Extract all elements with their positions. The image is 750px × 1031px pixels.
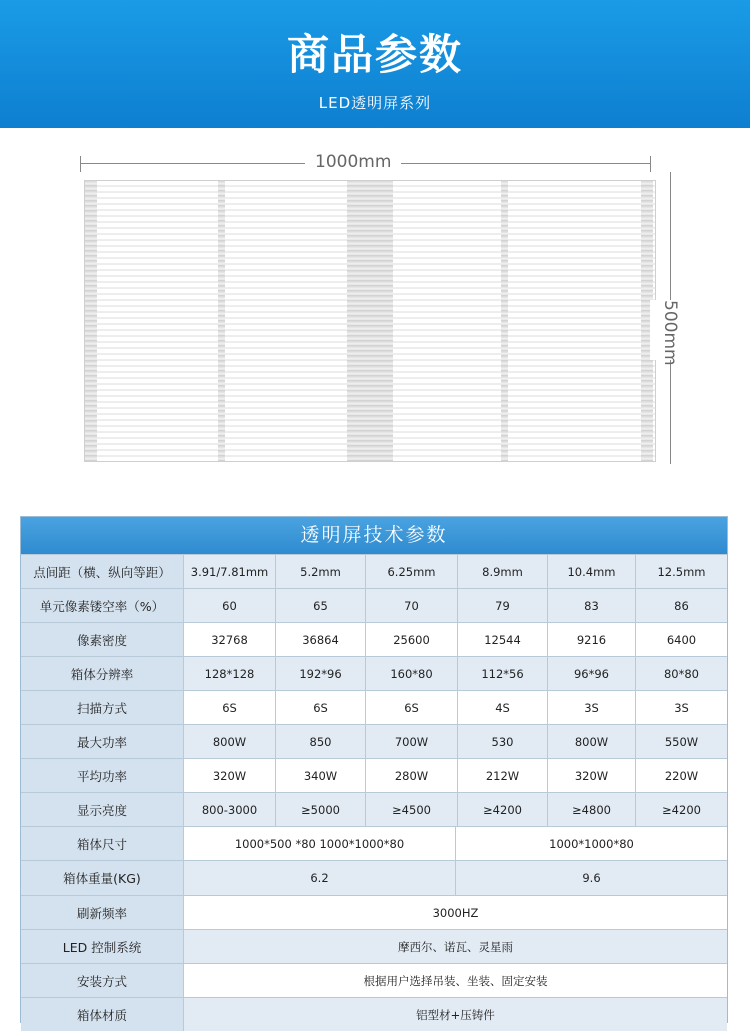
screen-divider-2 [501, 181, 508, 461]
width-dimension-cap-right [650, 156, 651, 172]
table-row [21, 963, 727, 997]
table-cell: 80*80 [635, 657, 727, 690]
table-cell: ≥5000 [275, 793, 365, 826]
table-cell: 112*56 [457, 657, 547, 690]
table-row [21, 554, 727, 588]
table-cell: 96*96 [547, 657, 635, 690]
table-cell: 220W [635, 759, 727, 792]
table-cell: 9216 [547, 623, 635, 656]
table-cell: 83 [547, 589, 635, 622]
table-cell: 25600 [365, 623, 457, 656]
table-cell: 800W [183, 725, 275, 758]
table-cell: 8.9mm [457, 555, 547, 588]
table-cell: 根据用户选择吊装、坐装、固定安装 [183, 964, 727, 997]
table-cell: 3000HZ [183, 896, 727, 929]
header-banner [0, 0, 750, 128]
row-label: LED 控制系统 [21, 930, 183, 963]
table-cell: 700W [365, 725, 457, 758]
table-cell: 6S [365, 691, 457, 724]
table-cell: 3S [635, 691, 727, 724]
table-cell: 192*96 [275, 657, 365, 690]
row-label: 像素密度 [21, 623, 183, 656]
table-cell: 60 [183, 589, 275, 622]
table-cell: ≥4200 [457, 793, 547, 826]
height-dimension-label: 500mm [650, 300, 690, 360]
table-row [21, 588, 727, 622]
table-cell: 800W [547, 725, 635, 758]
table-cell: 530 [457, 725, 547, 758]
table-row [21, 656, 727, 690]
table-cell: 6.25mm [365, 555, 457, 588]
screen-divider-1 [218, 181, 225, 461]
table-cell: 550W [635, 725, 727, 758]
table-cell: 70 [365, 589, 457, 622]
row-label: 显示亮度 [21, 793, 183, 826]
table-cell: 320W [547, 759, 635, 792]
table-row [21, 895, 727, 929]
table-cell: 86 [635, 589, 727, 622]
page-subtitle: LED透明屏系列 [318, 94, 432, 112]
row-label: 箱体重量(KG) [21, 861, 183, 895]
row-label: 最大功率 [21, 725, 183, 758]
table-row [21, 690, 727, 724]
page-title: 商品参数 [286, 30, 463, 79]
table-cell: 6S [183, 691, 275, 724]
table-cell: 280W [365, 759, 457, 792]
table-cell: 3.91/7.81mm [183, 555, 275, 588]
table-cell: 36864 [275, 623, 365, 656]
table-row [21, 929, 727, 963]
table-row [21, 826, 727, 860]
row-label: 刷新频率 [21, 896, 183, 929]
table-cell: 212W [457, 759, 547, 792]
width-dimension-label: 1000mm [305, 152, 401, 172]
row-label: 平均功率 [21, 759, 183, 792]
table-row [21, 792, 727, 826]
table-cell: 4S [457, 691, 547, 724]
table-cell: 12544 [457, 623, 547, 656]
row-label: 单元像素镂空率（%） [21, 589, 183, 622]
table-cell: 79 [457, 589, 547, 622]
table-cell: 340W [275, 759, 365, 792]
table-cell: 32768 [183, 623, 275, 656]
table-cell: 3S [547, 691, 635, 724]
table-cell: 160*80 [365, 657, 457, 690]
table-cell: 6400 [635, 623, 727, 656]
table-cell: 6.2 [183, 861, 455, 895]
spec-table-title: 透明屏技术参数 [21, 517, 727, 554]
table-cell: 5.2mm [275, 555, 365, 588]
table-row [21, 724, 727, 758]
spec-table [20, 516, 728, 1023]
table-cell: ≥4500 [365, 793, 457, 826]
table-cell: ≥4800 [547, 793, 635, 826]
row-label: 点间距（横、纵向等距） [21, 555, 183, 588]
row-label: 箱体尺寸 [21, 827, 183, 860]
table-cell: 摩西尔、诺瓦、灵星雨 [183, 930, 727, 963]
table-row [21, 860, 727, 895]
row-label: 箱体材质 [21, 998, 183, 1031]
table-cell: 65 [275, 589, 365, 622]
table-cell: 850 [275, 725, 365, 758]
table-row [21, 997, 727, 1031]
row-label: 箱体分辨率 [21, 657, 183, 690]
table-cell: 1000*500 *80 1000*1000*80 [183, 827, 455, 860]
table-cell: 9.6 [455, 861, 727, 895]
table-cell: 10.4mm [547, 555, 635, 588]
screen-edge-left [85, 181, 97, 461]
table-row [21, 622, 727, 656]
table-cell: 12.5mm [635, 555, 727, 588]
table-cell: 320W [183, 759, 275, 792]
screen-center-strip [347, 181, 393, 461]
table-row [21, 758, 727, 792]
table-cell: 800-3000 [183, 793, 275, 826]
table-cell: ≥4200 [635, 793, 727, 826]
transparent-screen-image [84, 180, 656, 462]
product-drawing [80, 150, 700, 480]
width-dimension-cap-left [80, 156, 81, 172]
table-cell: 1000*1000*80 [455, 827, 727, 860]
row-label: 安装方式 [21, 964, 183, 997]
table-cell: 铝型材+压铸件 [183, 998, 727, 1031]
table-cell: 128*128 [183, 657, 275, 690]
row-label: 扫描方式 [21, 691, 183, 724]
table-cell: 6S [275, 691, 365, 724]
